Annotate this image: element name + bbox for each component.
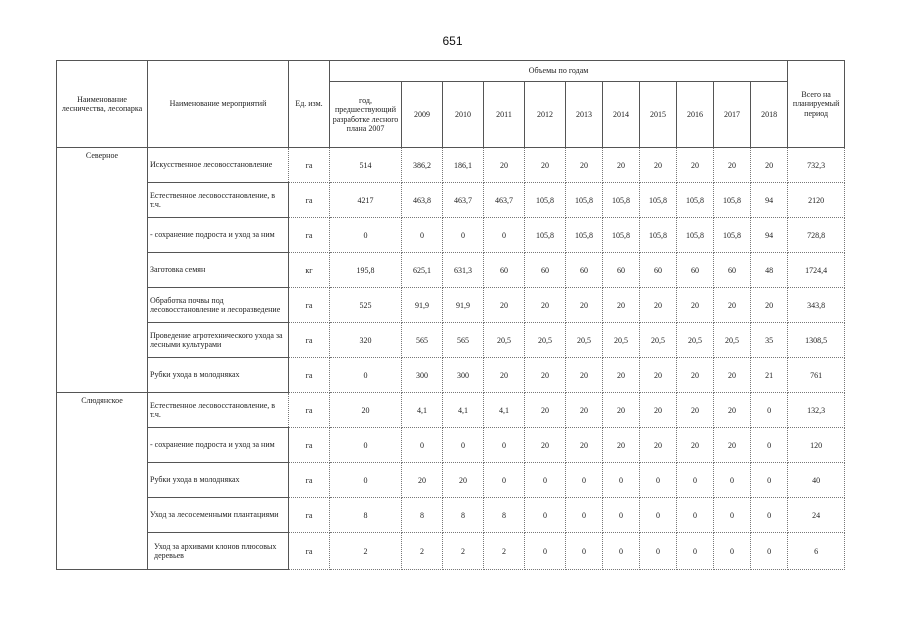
header-activity: Наименование мероприятий xyxy=(148,61,289,148)
year-value: 91,9 xyxy=(402,288,443,323)
year-value: 20 xyxy=(566,428,603,463)
year-value: 0 xyxy=(484,428,525,463)
header-year: 2012 xyxy=(525,82,566,148)
year-value: 20 xyxy=(677,393,714,428)
prev-year-value: 0 xyxy=(330,218,402,253)
year-value: 8 xyxy=(443,498,484,533)
prev-year-value: 525 xyxy=(330,288,402,323)
year-value: 0 xyxy=(484,463,525,498)
year-value: 105,8 xyxy=(566,183,603,218)
table-row xyxy=(57,358,845,393)
header-volumes-by-year: Объемы по годам xyxy=(330,61,788,82)
year-value: 565 xyxy=(402,323,443,358)
year-value: 20 xyxy=(402,463,443,498)
prev-year-value: 0 xyxy=(330,463,402,498)
header-year: 2017 xyxy=(714,82,751,148)
table-row xyxy=(57,148,845,183)
total-value: 2120 xyxy=(788,183,845,218)
year-value: 94 xyxy=(751,218,788,253)
activity-name: Уход за архивами клонов плюсовых деревьев xyxy=(148,533,289,570)
year-value: 105,8 xyxy=(603,183,640,218)
unit-cell: га xyxy=(289,183,330,218)
year-value: 105,8 xyxy=(677,218,714,253)
year-value: 20 xyxy=(751,148,788,183)
table-row xyxy=(57,288,845,323)
year-value: 20 xyxy=(677,148,714,183)
table-row xyxy=(57,533,845,570)
year-value: 20 xyxy=(443,463,484,498)
unit-cell: га xyxy=(289,218,330,253)
year-value: 20 xyxy=(640,148,677,183)
activity-name: - сохранение подроста и уход за ним xyxy=(148,428,289,463)
prev-year-value: 0 xyxy=(330,358,402,393)
total-value: 343,8 xyxy=(788,288,845,323)
prev-year-value: 2 xyxy=(330,533,402,570)
year-value: 625,1 xyxy=(402,253,443,288)
year-value: 60 xyxy=(566,253,603,288)
year-value: 20,5 xyxy=(566,323,603,358)
year-value: 20 xyxy=(525,288,566,323)
year-value: 60 xyxy=(714,253,751,288)
year-value: 20 xyxy=(714,428,751,463)
prev-year-value: 20 xyxy=(330,393,402,428)
year-value: 20 xyxy=(603,358,640,393)
year-value: 20 xyxy=(714,358,751,393)
year-value: 35 xyxy=(751,323,788,358)
year-value: 0 xyxy=(751,498,788,533)
year-value: 20 xyxy=(677,428,714,463)
table-row xyxy=(57,323,845,358)
table-body xyxy=(57,148,845,570)
table-row xyxy=(57,183,845,218)
header-prev-year: год, предшествующий разработке лесного плана 2007 xyxy=(330,82,402,148)
year-value: 20 xyxy=(525,393,566,428)
year-value: 0 xyxy=(603,533,640,570)
year-value: 0 xyxy=(640,463,677,498)
year-value: 0 xyxy=(714,533,751,570)
year-value: 94 xyxy=(751,183,788,218)
total-value: 761 xyxy=(788,358,845,393)
year-value: 20 xyxy=(677,288,714,323)
year-value: 0 xyxy=(640,533,677,570)
total-value: 728,8 xyxy=(788,218,845,253)
unit-cell: га xyxy=(289,428,330,463)
header-year: 2014 xyxy=(603,82,640,148)
year-value: 20,5 xyxy=(525,323,566,358)
year-value: 20 xyxy=(566,288,603,323)
forestry-activities-table xyxy=(56,60,845,570)
year-value: 105,8 xyxy=(677,183,714,218)
year-value: 0 xyxy=(525,463,566,498)
activity-name: Проведение агротехнического ухода за лесными культурами xyxy=(148,323,289,358)
prev-year-value: 514 xyxy=(330,148,402,183)
prev-year-value: 4217 xyxy=(330,183,402,218)
forestry-name: Слюдянское xyxy=(57,393,148,570)
total-value: 1308,5 xyxy=(788,323,845,358)
table-row xyxy=(57,498,845,533)
year-value: 20 xyxy=(751,288,788,323)
year-value: 0 xyxy=(677,533,714,570)
year-value: 20 xyxy=(484,288,525,323)
header-forestry: Наименование лесничества, лесопарка xyxy=(57,61,148,148)
year-value: 48 xyxy=(751,253,788,288)
year-value: 4,1 xyxy=(443,393,484,428)
year-value: 20 xyxy=(525,428,566,463)
year-value: 20,5 xyxy=(603,323,640,358)
year-value: 0 xyxy=(525,533,566,570)
year-value: 20 xyxy=(484,358,525,393)
year-value: 186,1 xyxy=(443,148,484,183)
total-value: 732,3 xyxy=(788,148,845,183)
year-value: 105,8 xyxy=(714,218,751,253)
year-value: 60 xyxy=(525,253,566,288)
year-value: 4,1 xyxy=(484,393,525,428)
year-value: 20 xyxy=(603,288,640,323)
unit-cell: га xyxy=(289,323,330,358)
table-row xyxy=(57,428,845,463)
year-value: 463,7 xyxy=(443,183,484,218)
total-value: 40 xyxy=(788,463,845,498)
year-value: 20,5 xyxy=(484,323,525,358)
header-total: Всего на планируемый период xyxy=(788,61,845,148)
activity-name: Рубки ухода в молодняках xyxy=(148,463,289,498)
total-value: 24 xyxy=(788,498,845,533)
year-value: 0 xyxy=(603,463,640,498)
year-value: 0 xyxy=(525,498,566,533)
year-value: 0 xyxy=(566,463,603,498)
table-row xyxy=(57,393,845,428)
year-value: 463,7 xyxy=(484,183,525,218)
year-value: 463,8 xyxy=(402,183,443,218)
year-value: 20 xyxy=(640,428,677,463)
year-value: 0 xyxy=(443,218,484,253)
year-value: 2 xyxy=(402,533,443,570)
year-value: 60 xyxy=(603,253,640,288)
year-value: 300 xyxy=(443,358,484,393)
year-value: 0 xyxy=(751,463,788,498)
total-value: 120 xyxy=(788,428,845,463)
forestry-name: Северное xyxy=(57,148,148,393)
total-value: 1724,4 xyxy=(788,253,845,288)
year-value: 105,8 xyxy=(525,218,566,253)
year-value: 300 xyxy=(402,358,443,393)
header-year: 2010 xyxy=(443,82,484,148)
year-value: 0 xyxy=(751,428,788,463)
year-value: 60 xyxy=(677,253,714,288)
year-value: 91,9 xyxy=(443,288,484,323)
year-value: 0 xyxy=(484,218,525,253)
year-value: 0 xyxy=(603,498,640,533)
year-value: 8 xyxy=(484,498,525,533)
year-value: 20 xyxy=(566,148,603,183)
prev-year-value: 320 xyxy=(330,323,402,358)
year-value: 20,5 xyxy=(640,323,677,358)
year-value: 8 xyxy=(402,498,443,533)
unit-cell: га xyxy=(289,148,330,183)
activity-name: Уход за лесосеменными плантациями xyxy=(148,498,289,533)
year-value: 20 xyxy=(525,148,566,183)
header-year: 2016 xyxy=(677,82,714,148)
year-value: 0 xyxy=(443,428,484,463)
total-value: 132,3 xyxy=(788,393,845,428)
unit-cell: га xyxy=(289,533,330,570)
year-value: 20 xyxy=(640,393,677,428)
unit-cell: га xyxy=(289,393,330,428)
year-value: 20 xyxy=(566,358,603,393)
year-value: 20 xyxy=(714,148,751,183)
year-value: 20 xyxy=(640,288,677,323)
year-value: 2 xyxy=(443,533,484,570)
year-value: 565 xyxy=(443,323,484,358)
year-value: 4,1 xyxy=(402,393,443,428)
year-value: 105,8 xyxy=(640,218,677,253)
year-value: 0 xyxy=(402,218,443,253)
year-value: 20 xyxy=(484,148,525,183)
activity-name: Обработка почвы под лесовосстановление и лесоразведение xyxy=(148,288,289,323)
year-value: 0 xyxy=(677,463,714,498)
year-value: 0 xyxy=(566,533,603,570)
activity-name: Заготовка семян xyxy=(148,253,289,288)
year-value: 631,3 xyxy=(443,253,484,288)
year-value: 105,8 xyxy=(525,183,566,218)
year-value: 20 xyxy=(714,288,751,323)
year-value: 386,2 xyxy=(402,148,443,183)
unit-cell: га xyxy=(289,463,330,498)
prev-year-value: 8 xyxy=(330,498,402,533)
year-value: 2 xyxy=(484,533,525,570)
total-value: 6 xyxy=(788,533,845,570)
year-value: 105,8 xyxy=(566,218,603,253)
activity-name: Естественное лесовосстановление, в т.ч. xyxy=(148,393,289,428)
year-value: 20,5 xyxy=(677,323,714,358)
prev-year-value: 195,8 xyxy=(330,253,402,288)
header-year: 2015 xyxy=(640,82,677,148)
page-number: 651 xyxy=(442,34,463,48)
activity-name: Искусственное лесовосстановление xyxy=(148,148,289,183)
header-year: 2013 xyxy=(566,82,603,148)
year-value: 20 xyxy=(566,393,603,428)
year-value: 20,5 xyxy=(714,323,751,358)
header-unit: Ед. изм. xyxy=(289,61,330,148)
year-value: 0 xyxy=(751,533,788,570)
header-year: 2011 xyxy=(484,82,525,148)
year-value: 0 xyxy=(677,498,714,533)
year-value: 60 xyxy=(484,253,525,288)
year-value: 105,8 xyxy=(603,218,640,253)
year-value: 20 xyxy=(603,428,640,463)
year-value: 60 xyxy=(640,253,677,288)
prev-year-value: 0 xyxy=(330,428,402,463)
year-value: 21 xyxy=(751,358,788,393)
header-year: 2018 xyxy=(751,82,788,148)
year-value: 0 xyxy=(751,393,788,428)
year-value: 20 xyxy=(525,358,566,393)
year-value: 20 xyxy=(603,393,640,428)
unit-cell: кг xyxy=(289,253,330,288)
year-value: 20 xyxy=(640,358,677,393)
unit-cell: га xyxy=(289,288,330,323)
activity-name: Рубки ухода в молодняках xyxy=(148,358,289,393)
year-value: 0 xyxy=(714,463,751,498)
year-value: 20 xyxy=(714,393,751,428)
year-value: 105,8 xyxy=(640,183,677,218)
activity-name: - сохранение подроста и уход за ним xyxy=(148,218,289,253)
year-value: 105,8 xyxy=(714,183,751,218)
header-year: 2009 xyxy=(402,82,443,148)
activity-name: Естественное лесовосстановление, в т.ч. xyxy=(148,183,289,218)
year-value: 0 xyxy=(640,498,677,533)
table-row xyxy=(57,218,845,253)
unit-cell: га xyxy=(289,358,330,393)
year-value: 0 xyxy=(402,428,443,463)
year-value: 0 xyxy=(566,498,603,533)
table-row xyxy=(57,463,845,498)
unit-cell: га xyxy=(289,498,330,533)
year-value: 20 xyxy=(677,358,714,393)
year-value: 20 xyxy=(603,148,640,183)
year-value: 0 xyxy=(714,498,751,533)
table-row xyxy=(57,253,845,288)
